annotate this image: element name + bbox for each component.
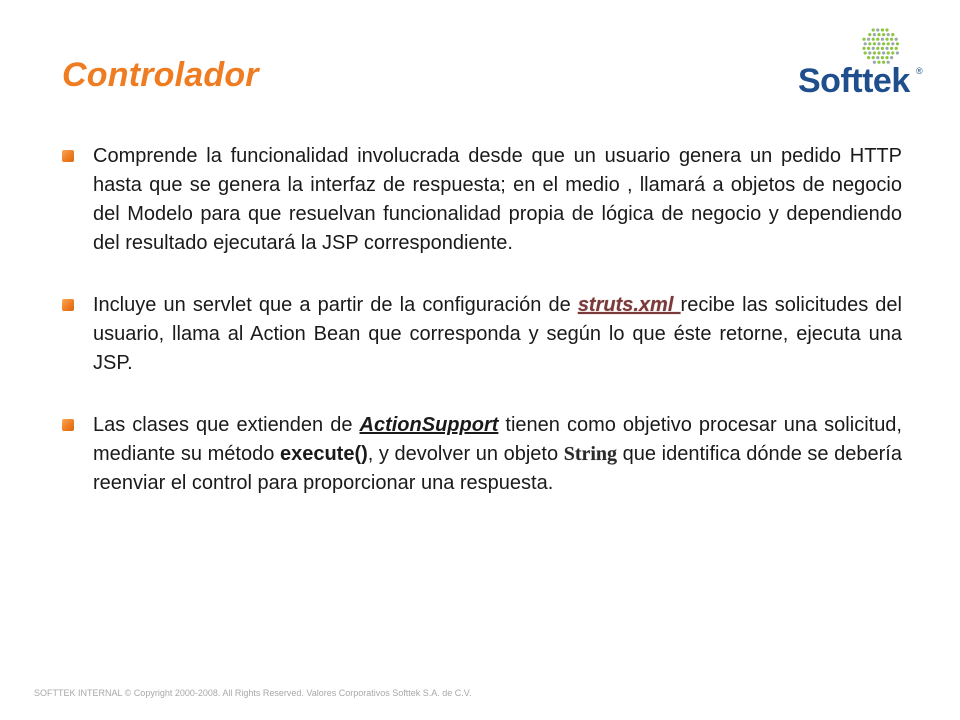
logo-dot xyxy=(868,33,871,36)
logo-dot xyxy=(876,28,879,31)
logo-dot xyxy=(881,47,884,50)
bullet-text-part: Incluye un servlet que a partir de la configuración de xyxy=(93,294,578,316)
bullet-text-part: , y devolver un objeto xyxy=(367,443,564,465)
actionsupport-highlight: ActionSupport xyxy=(359,414,499,436)
bullet-text-part: tienen como objetivo procesar una solicitud, mediante su método xyxy=(93,414,902,465)
logo-dot xyxy=(881,38,884,41)
logo-dot xyxy=(891,51,894,54)
logo-dot xyxy=(885,28,888,31)
softtek-logo xyxy=(798,26,928,98)
logo-dot xyxy=(885,47,888,50)
logo-dot xyxy=(882,42,885,45)
logo-dot xyxy=(872,38,875,41)
bullet-marker-icon xyxy=(62,150,74,162)
bullet-text-part: que identifica dónde se debería reenviar el control para proporcionar una respuesta. xyxy=(93,443,902,494)
logo-dot xyxy=(885,56,888,59)
logo-dot xyxy=(876,47,879,50)
bullet-text xyxy=(93,411,902,498)
bullet-text-part: recibe las solicitudes del usuario, llama al Action Bean que corresponda y según lo que éste retorne, ejecuta una JSP. xyxy=(93,294,902,374)
logo-dot xyxy=(896,42,899,45)
logo-dot xyxy=(867,56,870,59)
logo-dot xyxy=(887,33,890,36)
struts-xml-highlight: struts.xml xyxy=(577,294,681,316)
slide-title: Controlador xyxy=(62,56,259,94)
logo-dot xyxy=(872,47,875,50)
footer-copyright: SOFTTEK INTERNAL © Copyright 2000-2008. All Rights Reserved. Valores Corporativos Softtek S.A. de C.V. xyxy=(34,688,472,698)
logo-dot xyxy=(890,56,893,59)
logo-dot xyxy=(877,42,880,45)
logo-dot xyxy=(872,28,875,31)
bullet-text: Comprende la funcionalidad involucrada desde que un usuario genera un pedido HTTP hasta que se genera la interfaz de respuesta; en el medio , llamará a objetos de negocio del Modelo para que resuelvan funcionalidad propia de lógica de negocio y dependiendo del resultado ejecutará la JSP correspondiente. xyxy=(93,145,902,254)
logo-registered-mark: ® xyxy=(916,66,923,76)
logo-dot xyxy=(868,42,871,45)
logo-dot xyxy=(882,33,885,36)
logo-dot xyxy=(890,47,893,50)
logo-dots-icon xyxy=(860,26,900,66)
logo-dot xyxy=(891,42,894,45)
logo-dot xyxy=(891,33,894,36)
logo-dot xyxy=(873,33,876,36)
bullet-list xyxy=(62,142,902,531)
bullet-text-part: Las clases que extienden de xyxy=(93,414,360,436)
logo-dot xyxy=(864,42,867,45)
bullet-item xyxy=(62,291,902,378)
logo-dot xyxy=(881,56,884,59)
bullet-item xyxy=(62,411,902,498)
bullet-marker-icon xyxy=(62,299,74,311)
logo-dot xyxy=(867,38,870,41)
logo-dot xyxy=(876,38,879,41)
logo-dot xyxy=(885,38,888,41)
logo-dot xyxy=(877,33,880,36)
string-highlight: String xyxy=(563,443,618,465)
logo-dot xyxy=(876,56,879,59)
bullet-item xyxy=(62,142,902,258)
logo-dot xyxy=(887,51,890,54)
logo-dot xyxy=(862,47,865,50)
logo-dot xyxy=(862,38,865,41)
bullet-text xyxy=(93,291,902,378)
logo-dot xyxy=(896,51,899,54)
logo-dot xyxy=(895,47,898,50)
logo-dot xyxy=(877,51,880,54)
logo-dot xyxy=(890,38,893,41)
logo-dot xyxy=(882,51,885,54)
execute-highlight: execute() xyxy=(279,443,368,465)
logo-dot xyxy=(895,38,898,41)
logo-dot xyxy=(873,42,876,45)
logo-dot xyxy=(887,42,890,45)
logo-dot xyxy=(881,28,884,31)
logo-dot xyxy=(864,51,867,54)
logo-dot xyxy=(872,56,875,59)
bullet-marker-icon xyxy=(62,419,74,431)
logo-dot xyxy=(868,51,871,54)
logo-dot xyxy=(873,51,876,54)
logo-text: Softtek xyxy=(798,62,910,100)
logo-dot xyxy=(867,47,870,50)
